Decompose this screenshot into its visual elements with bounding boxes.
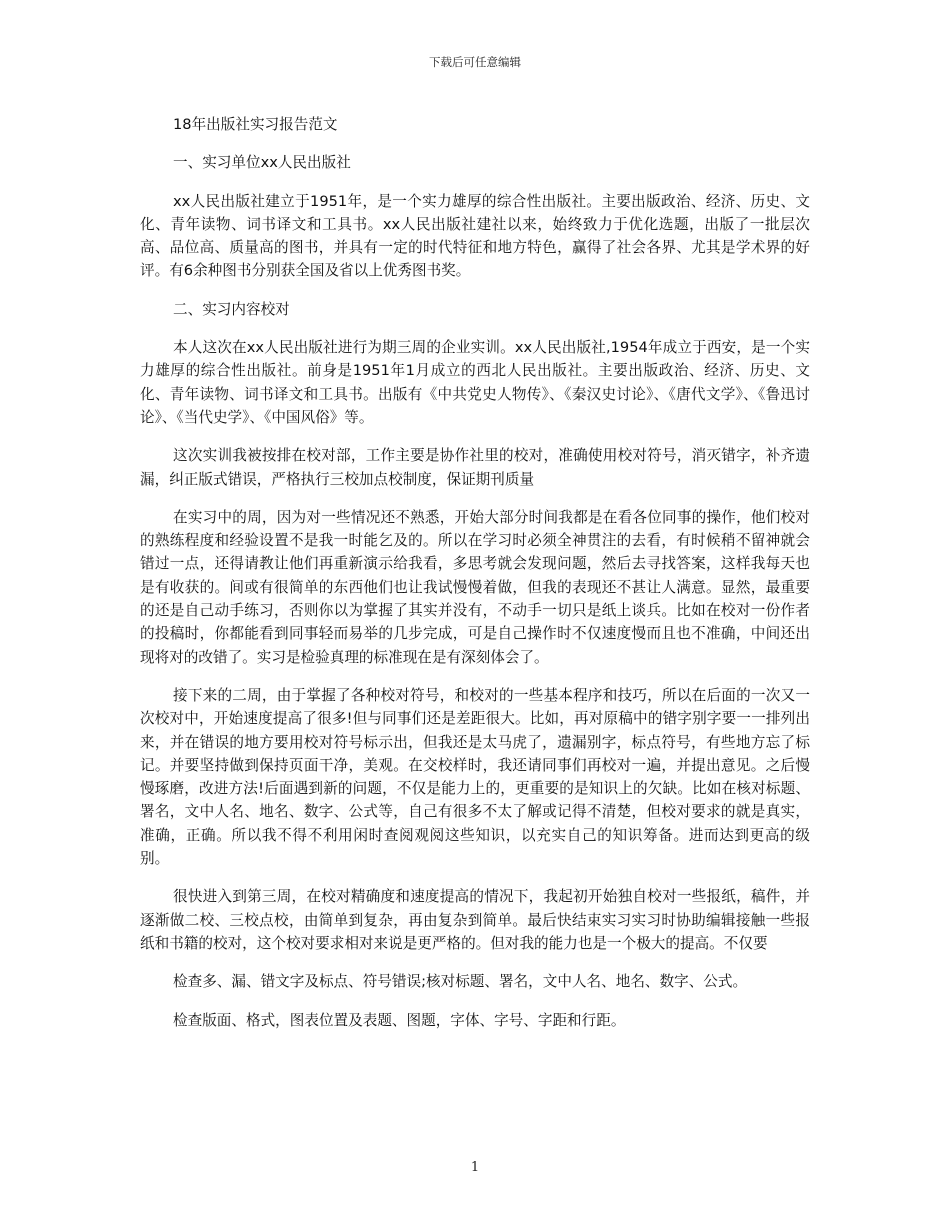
paragraph: 接下来的二周，由于掌握了各种校对符号，和校对的一些基本程序和技巧，所以在后面的一次又一次校对中，开始速度提高了很多!但与同事们还是差距很大。比如，再对原稿中的错字别字要一一排列出来，并在错误的地方要用校对符号标示出，但我还是太马虎了，遗漏别字，标点符号，有些地方忘了标记。并要坚持做到保持页面干净，美观。在交校样时，我还请同事们再校对一遍，并提出意见。之后慢慢琢磨，改进方法!后面遇到新的问题，不仅是能力上的，更重要的是知识上的欠缺。比如在核对标题、署名，文中人名、地名、数字、公式等，自己有很多不太了解或记得不清楚，但校对要求的就是真实，准确，正确。所以我不得不利用闲时查阅观阅这些知识，以充实自己的知识筹备。进而达到更高的级别。 [140, 686, 810, 868]
paragraph: 在实习中的周，因为对一些情况还不熟悉，开始大部分时间我都是在看各位同事的操作，他们校对的熟练程度和经验设置不是我一时能乞及的。所以在学习时必须全神贯注的去看，有时候稍不留神就会错过一点，还得请教让他们再重新演示给我看，多思考就会发现问题，然后去寻找答案，这样我每天也是有收获的。间或有很简单的东西他们也让我试慢慢着做，但我的表现还不甚让人满意。显然，最重要的还是自己动手练习，否则你以为掌握了其实并没有，不动手一切只是纸上谈兵。比如在校对一份作者的投稿时，你都能看到同事轻而易举的几步完成，可是自己操作时不仅速度慢而且也不准确，中间还出现将对的改错了。实习是检验真理的标准现在是有深刻体会了。 [140, 508, 810, 666]
paragraph: xx人民出版社建立于1951年，是一个实力雄厚的综合性出版社。主要出版政治、经济、历史、文化、青年读物、词书译文和工具书。xx人民出版社建社以来，始终致力于优化选题，出版了一批层次高、品位高、质量高的图书，并具有一定的时代特征和地方特色，赢得了社会各界、尤其是学术界的好评。有6余种图书分别获全国及省以上优秀图书奖。 [140, 192, 810, 280]
paragraph: 本人这次在xx人民出版社进行为期三周的企业实训。xx人民出版社,1954年成立于西安，是一个实力雄厚的综合性出版社。前身是1951年1月成立的西北人民出版社。主要出版政治、经济、历史、文化、青年读物、词书译文和工具书。出版有《中共党史人物传》、《秦汉史讨论》、《唐代文学》、《鲁迅讨论》、《当代史学》、《中国风俗》等。 [140, 339, 810, 426]
section-heading-1: 一、实习单位xx人民出版社 [173, 154, 351, 172]
page-header: 下载后可任意编辑 [429, 55, 521, 69]
paragraph: 这次实训我被按排在校对部，工作主要是协作社里的校对，准确使用校对符号，消灭错字，补齐遗漏，纠正版式错误，严格执行三校加点校制度，保证期刊质量 [140, 447, 810, 488]
section-heading-2: 二、实习内容校对 [173, 300, 290, 318]
paragraph: 很快进入到第三周，在校对精确度和速度提高的情况下，我起初开始独自校对一些报纸，稿件，并逐渐做二校、三校点校，由简单到复杂，再由复杂到简单。最后快结束实习实习时协助编辑接触一些报纸和书籍的校对，这个校对要求相对来说是更严格的。但对我的能力也是一个极大的提高。不仅要 [140, 888, 810, 952]
paragraph: 检查版面、格式，图表位置及表题、图题，字体、字号、字距和行距。 [173, 1011, 626, 1029]
document-title: 18年出版社实习报告范文 [173, 116, 338, 133]
paragraph: 检查多、漏、错文字及标点、符号错误;核对标题、署名，文中人名、地名、数字、公式。 [173, 973, 748, 991]
page-number: 1 [470, 1160, 480, 1175]
document-body [140, 113, 810, 1047]
